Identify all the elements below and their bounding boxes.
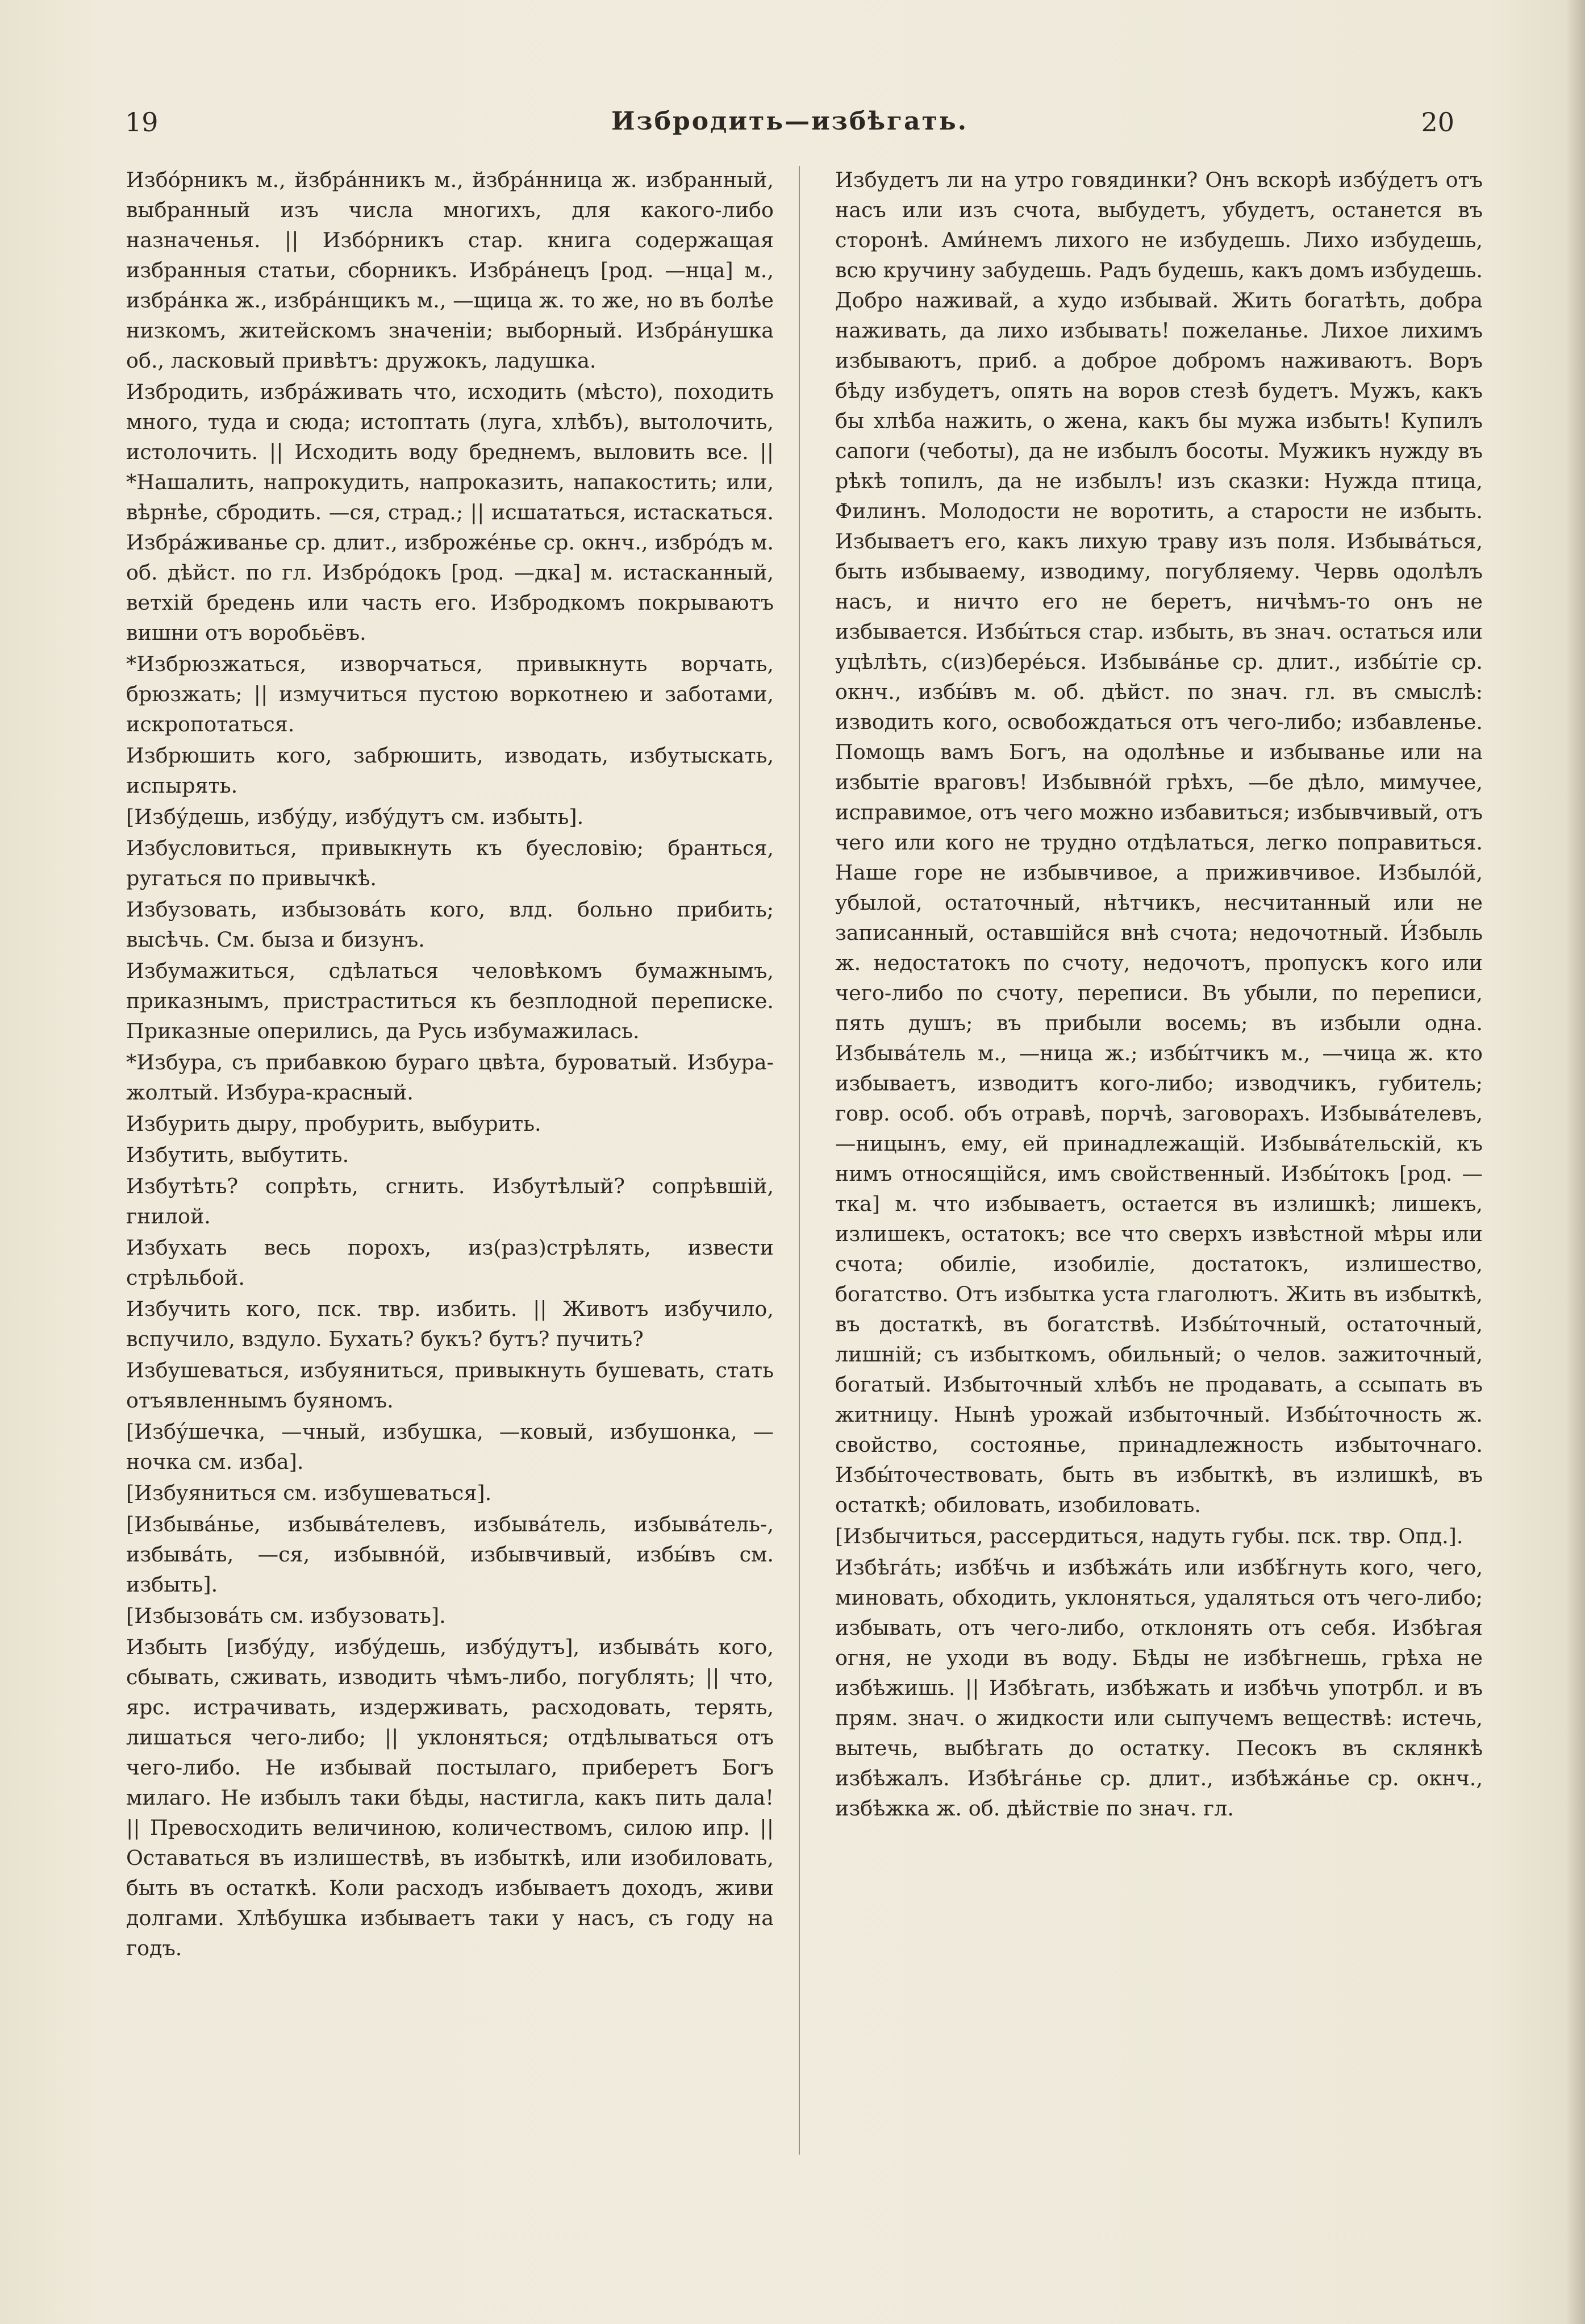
left-column [126,165,774,2165]
entry-izbutet: Избутѣть? сопрѣть, сгнить. Избутѣлый? сопрѣвшій, гнилой. [126,1174,774,1228]
right-column [835,165,1483,2165]
entry-izbychitsya: [Избычиться, рассердиться, надуть губы. пск. твр. Опд.]. [835,1524,1463,1548]
running-title: Избродить—избѣгать. [611,107,969,136]
entry-izbuyanitsya: [Избуяниться см. избушеваться]. [126,1481,492,1505]
page-number-left: 19 [125,107,158,138]
entry-izbushevatsya: Избушеваться, избуяниться, привыкнуть бушевать, стать отъявленнымъ буяномъ. [126,1358,774,1413]
entry-izbyvanie: [Избыва́нье, избыва́телевъ, избыва́тель, избыва́тель-, избыва́ть, —ся, избывно́й, избывчивый, избы́въ см. избыть]. [126,1512,774,1597]
entry-izbutit: Избутить, выбутить. [126,1143,349,1167]
entry-izbryushit: Избрюшить кого, забрюшить, изводать, избутыскать, испырять. [126,743,774,798]
page-header [125,102,1454,153]
entry-izbura: *Избура, съ прибавкою бураго цвѣта, буроватый. Избура-жолтый. Избура-красный. [126,1050,774,1105]
entry-izbryuzzhatsya: *Избрюзжаться, изворчаться, привыкнуть ворчать, брюзжать; || измучиться пустою воркотнею и заботами, искропотаться. [126,652,774,736]
entry-izbegat: Избѣга́ть; избѣ́чь и избѣжа́ть или избѣ́гнуть кого, чего, миновать, обходить, уклоняться, удаляться отъ чего-либо; избывать, отъ чего-либо, отклонять отъ себя. Избѣгая огня, не уходи въ воду. Бѣды не избѣгнешь, грѣха не избѣжишь. || Избѣгать, избѣжать и избѣчь употрбл. и въ прям. знач. о жидкости или сыпучемъ веществѣ: истечь, вытечь, выбѣгать до остатку. Песокъ въ склянкѣ избѣжалъ. Избѣга́нье ср. длит., избѣжа́нье ср. окнч., избѣжка ж. об. дѣйствіе по знач. гл. [835,1555,1483,1821]
entry-izbyt-continued: Избудетъ ли на утро говядинки? Онъ вскорѣ избу́детъ отъ насъ или изъ счота, выбудетъ, убудетъ, останется въ сторонѣ. Ами́немъ лихого не избудешь. Лихо избудешь, всю кручину забудешь. Радъ будешь, какъ домъ избудешь. Добро наживай, а худо избывай. Жить богатѣть, добра наживать, да лихо избывать! пожеланье. Лихое лихимъ избываютъ, приб. а доброе добромъ наживаютъ. Воръ бѣду избудетъ, опять на воров стезѣ будетъ. Мужъ, какъ бы хлѣба нажить, о жена, какъ бы мужа избыть! Купилъ сапоги (чеботы), да не избылъ босоты. Мужикъ нужду въ рѣкѣ топилъ, да не избылъ! изъ сказки: Нужда птица, Филинъ. Молодости не воротить, а старости не избыть. Избываетъ его, какъ лихую траву изъ поля. Избыва́ться, быть избываему, изводиму, погубляему. Червь одолѣлъ насъ, и ничто его не беретъ, ничѣмъ-то онъ не избывается. Избы́ться стар. избыть, въ знач. остаться или уцѣлѣть, с(из)бере́ься. Избыва́нье ср. длит., избы́тіе ср. окнч., избы́въ м. об. дѣйст. по знач. гл. въ смыслѣ: изводить кого, освобождаться отъ чего-либо; избавленье. Помощь вамъ Богъ, на одолѣнье и избыванье или на избытіе враговъ! Избывно́й грѣхъ, —бе дѣло, мимучее, исправимое, отъ чего можно избавиться; избывчивый, отъ чего или кого не трудно отдѣлаться, легко поправиться. Наше горе не избывчивое, а приживчивое. Избыло́й, убылой, остаточный, нѣтчикъ, несчитанный или не записанный, оставшійся внѣ счота; недочотный. И́збыль ж. недостатокъ по счоту, недочотъ, пропускъ кого или чего-либо по счоту, переписи. Въ убыли, по переписи, пять душъ; въ прибыли восемь; въ избыли одна. Избыва́тель м., —ница ж.; избы́тчикъ м., —чица ж. кто избываетъ, изводитъ кого-либо; изводчикъ, губитель; говр. особ. объ отравѣ, порчѣ, заговорахъ. Избыва́телевъ, —ницынъ, ему, ей принадлежащій. Избыва́тельскій, къ нимъ относящійся, имъ свойственный. Избы́токъ [род. —тка] м. что избываетъ, остается въ излишкѣ; лишекъ, излишекъ, остатокъ; все что сверхъ извѣстной мѣры или счота; обиліе, изобиліе, достатокъ, излишество, богатство. Отъ избытка уста глаголютъ. Жить въ избыткѣ, въ достаткѣ, въ богатствѣ. Избы́точный, остаточный, лишній; съ избыткомъ, обильный; о челов. зажиточный, богатый. Избыточный хлѣбъ не продавать, а ссыпать въ житницу. Нынѣ урожай избыточный. Избы́точность ж. свойство, состоянье, принадлежность избыточнаго. Избы́точествовать, быть въ избыткѣ, въ излишкѣ, въ остаткѣ; обиловать, изобиловать. [835,168,1483,1517]
entry-izbyt: Избыть [избу́ду, избу́дешь, избу́дутъ], избыва́ть кого, сбывать, сживать, изводить чѣмъ-либо, погублять; || что, ярс. истрачивать, издерживать, расходовать, терять, лишаться чего-либо; || уклоняться; отдѣлываться отъ чего-либо. Не избывай постылаго, приберетъ Богъ милаго. Не избылъ таки бѣды, настигла, какъ пить дала! || Превосходить величиною, количествомъ, силою ипр. || Оставаться въ излишествѣ, въ избыткѣ, или изобиловать, быть въ остаткѣ. Коли расходъ избываетъ доходъ, живи долгами. Хлѣбушка избываетъ таки у насъ, съ году на годъ. [126,1635,774,1960]
entry-izburit: Избурить дыру, пробурить, выбурить. [126,1111,541,1136]
column-divider [799,166,800,2155]
entry-izbyzovat: [Избызова́ть см. избузовать]. [126,1604,446,1628]
entry-izbuzovat: Избузовать, избызова́ть кого, влд. больно прибить; высѣчь. См. быза и бизунъ. [126,897,774,952]
entry-izbumazhitsya: Избумажиться, сдѣлаться человѣкомъ бумажнымъ, приказнымъ, пристраститься къ безплодной переписке. Приказные оперились, да Русь избумажилась. [126,959,774,1043]
entry-izbudesh: [Избу́дешь, избу́ду, избу́дутъ см. избыть]. [126,805,584,829]
entry-izbornik: Избо́рникъ м., йзбра́нникъ м., йзбра́нница ж. избранный, выбранный изъ числа многихъ, для какого-либо назначенья. || Избо́рникъ стар. книга содержащая избранныя статьи, сборникъ. Избра́нецъ [род. —нца] м., избра́нка ж., избра́нщикъ м., —щица ж. то же, но въ болѣе низкомъ, житейскомъ значеніи; выборный. Избра́нушка об., ласковый привѣтъ: дружокъ, ладушка. [126,168,774,373]
entry-izbukhat: Избухать весь порохъ, из(раз)стрѣлять, извести стрѣльбой. [126,1235,774,1290]
entry-izbuslovitsya: Избусловиться, привыкнуть къ буесловію; бранться, ругаться по привычкѣ. [126,836,774,890]
entry-izbuchit: Избучить кого, пск. твр. избить. || Животъ избучило, вспучило, вздуло. Бухать? букъ? бутъ? пучить? [126,1297,774,1351]
entry-izbushechka: [Избу́шечка, —чный, избушка, —ковый, избушонка, —ночка см. изба]. [126,1419,774,1474]
entry-izbrodit: Избродить, избра́живать что, исходить (мѣсто), походить много, туда и сюда; истоптать (луга, хлѣбъ), вытолочить, истолочить. || Исходить воду бреднемъ, выловить все. || *Нашалить, напрокудить, напроказить, напакостить; или, вѣрнѣе, сбродить. —ся, страд.; || исшататься, истаскаться. Избра́живанье ср. длит., изброже́нье ср. окнч., избро́дъ м. об. дѣйст. по гл. Избро́докъ [род. —дка] м. истасканный, ветхій бредень или часть его. Избродкомъ покрываютъ вишни отъ воробьёвъ. [126,380,774,645]
page-number-right: 20 [1421,107,1454,138]
